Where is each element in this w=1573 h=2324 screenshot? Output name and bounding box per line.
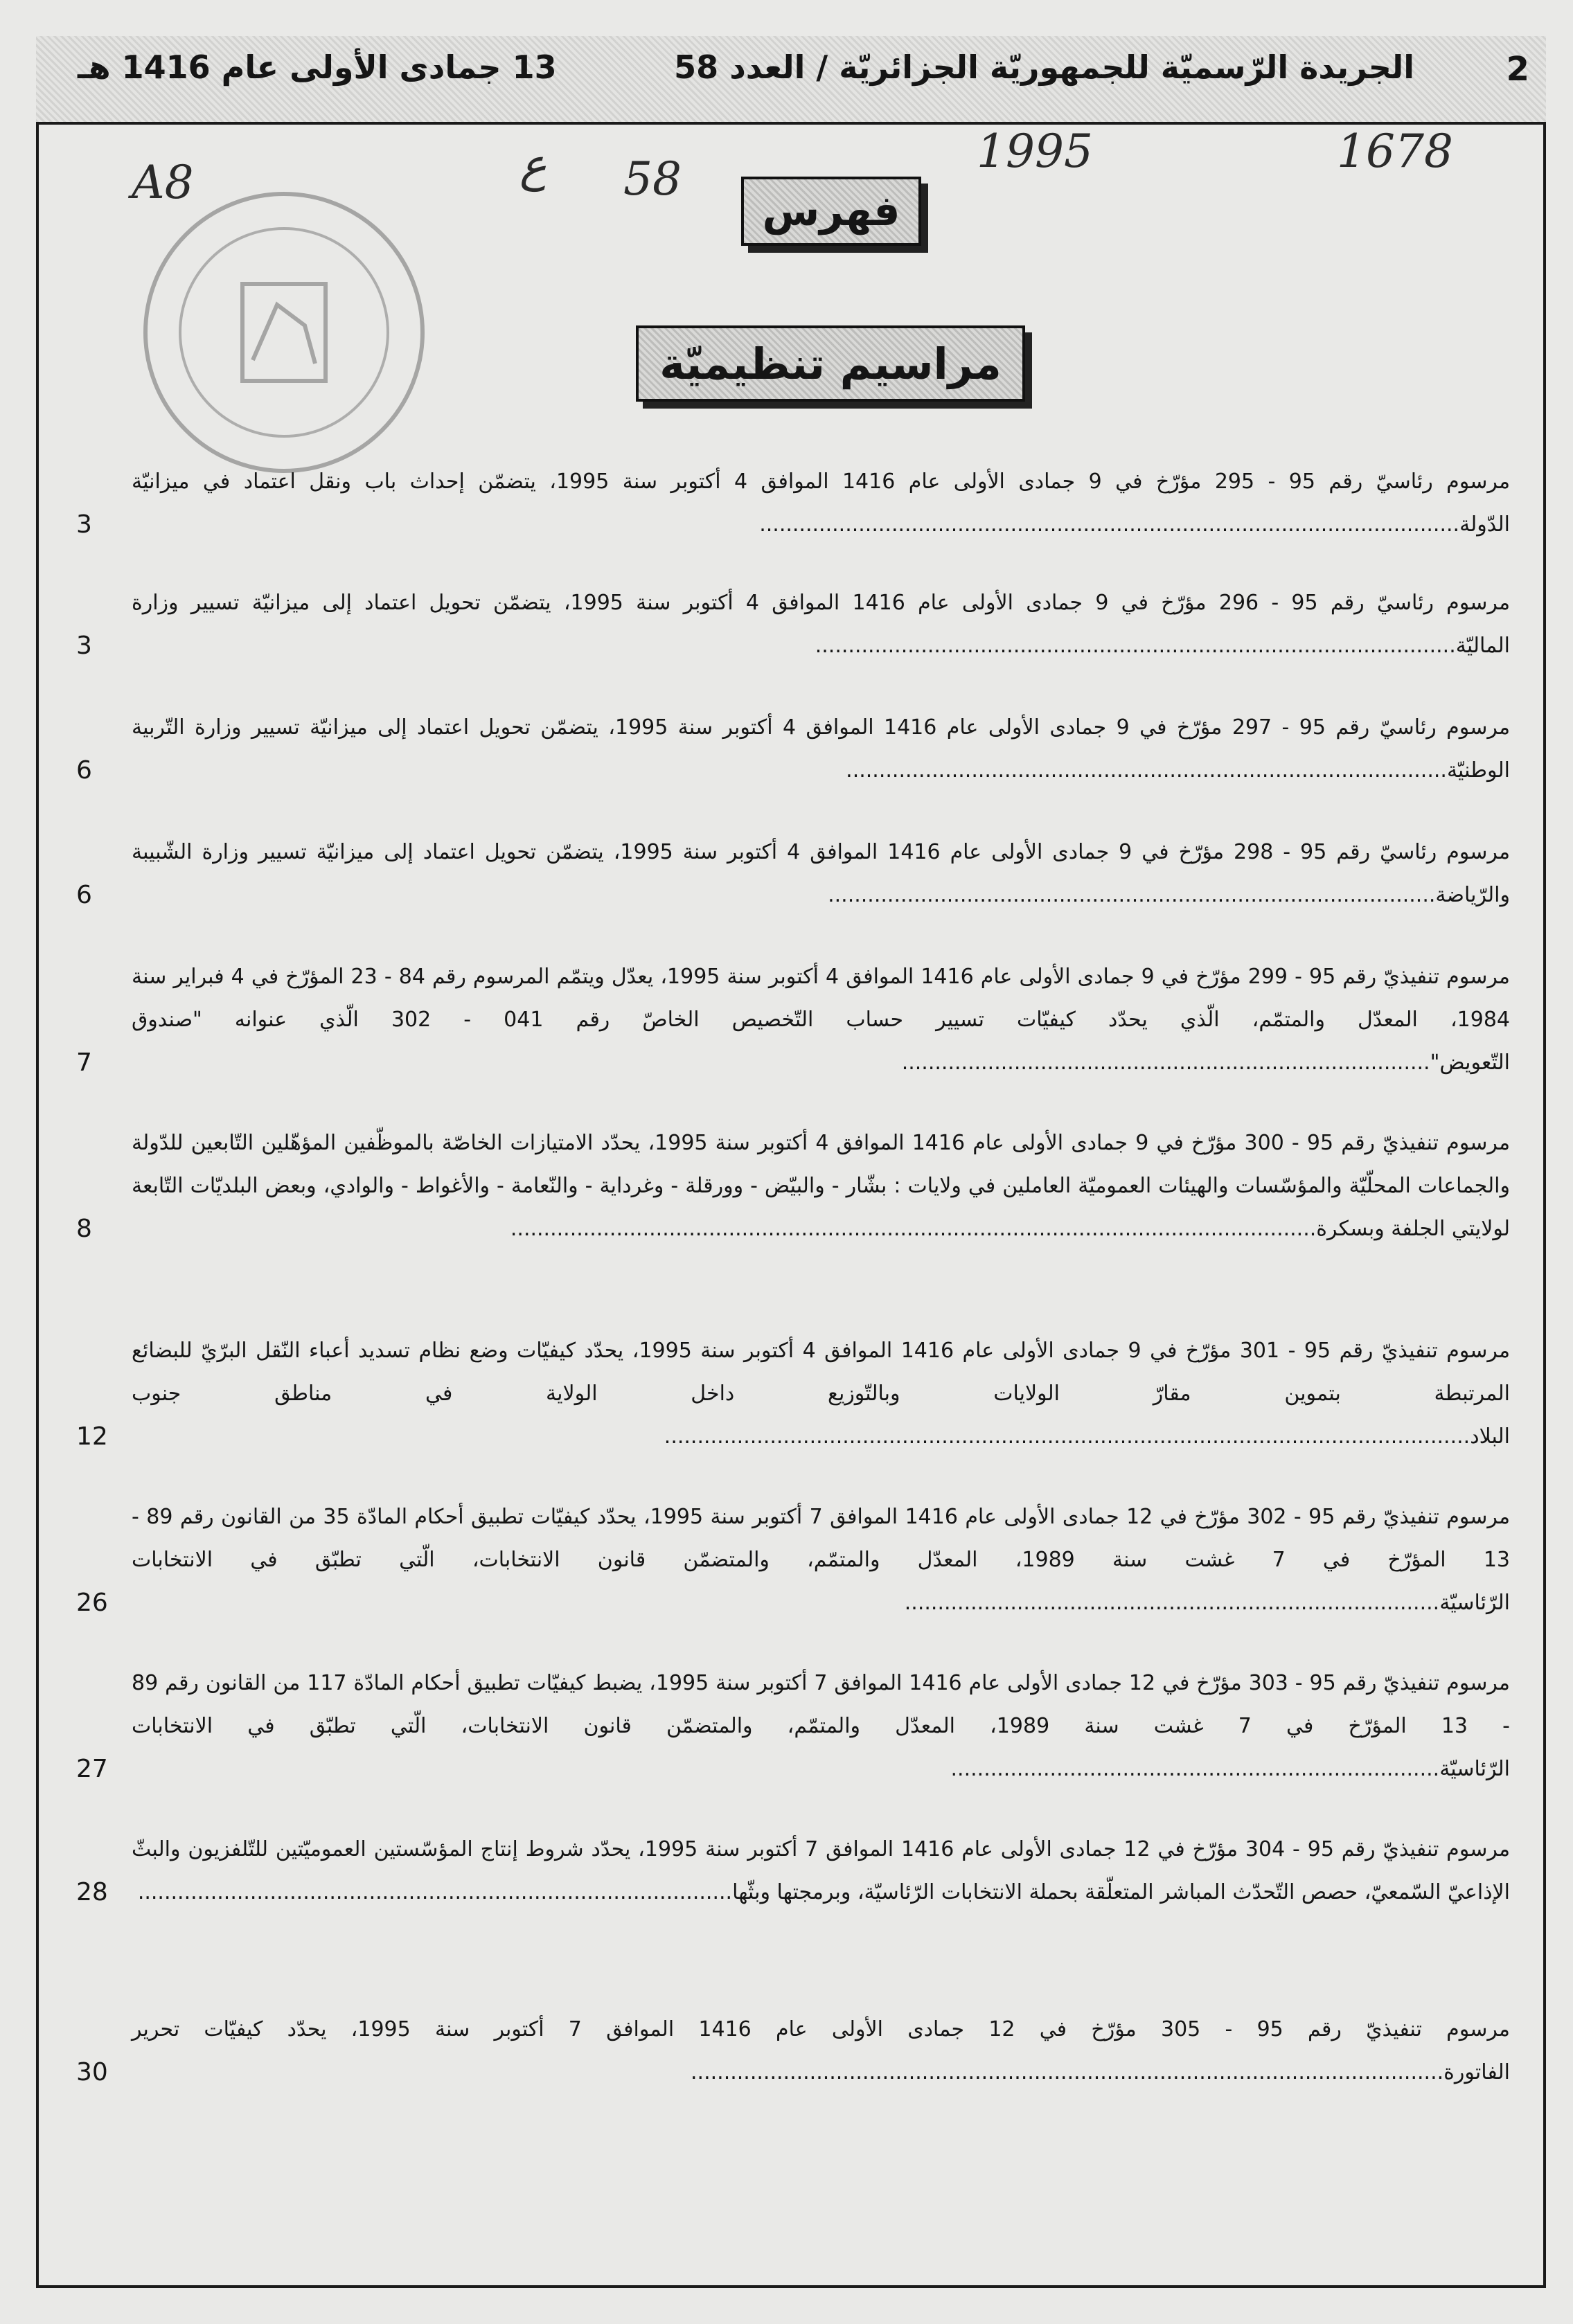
index-entry[interactable] [76,831,1510,917]
index-entry[interactable] [76,1122,1510,1251]
entry-text: مرسوم تنفيذيّ رقم 95 - 303 مؤرّخ في 12 جمادى الأولى عام 1416 الموافق 7 أكتوبر سنة 1995، يضبط كيفيّات تطبيق أحكام المادّة 117 من القانون رقم 89 - 13 المؤرّخ في 7 غشت سنة 1989، المعدّل والمتمّم، والمتضمّن قانون الانتخابات، الّتي تطبّق في الانتخابات الرّئاسيّة [132,1671,1510,1781]
entry-page-number: 27 [76,1755,108,1783]
index-entry[interactable] [76,461,1510,546]
leader-dots: ................................................................................. [904,1591,1440,1615]
leader-dots: ................................................................................ [901,1051,1430,1075]
leader-dots: .......................................................................................................................... [510,1217,1317,1241]
entry-text: مرسوم تنفيذيّ رقم 95 - 305 مؤرّخ في 12 جمادى الأولى عام 1416 الموافق 7 أكتوبر سنة 1995، يحدّد كيفيّات تحرير الفاتورة [132,2017,1510,2084]
index-entry[interactable] [76,1496,1510,1625]
index-entry[interactable] [76,706,1510,792]
leader-dots: .......................................................................................................................... [664,1424,1470,1449]
entry-text: مرسوم تنفيذيّ رقم 95 - 302 مؤرّخ في 12 جمادى الأولى عام 1416 الموافق 7 أكتوبر سنة 1995، يحدّد كيفيّات تطبيق أحكام المادّة 35 من القانون رقم 89 - 13 المؤرّخ في 7 غشت سنة 1989، المعدّل والمتمّم، والمتضمّن قانون الانتخابات، الّتي تطبّق في الانتخابات الرّئاسيّة [132,1505,1511,1615]
header-title: الجريدة الرّسميّة للجمهوريّة الجزائريّة / العدد 58 [674,48,1414,86]
entry-page-number: 6 [76,881,92,909]
index-entry[interactable] [76,956,1510,1084]
index-entry[interactable] [76,1828,1510,1914]
handwritten-note: 1995 [977,125,1093,178]
entry-text: مرسوم تنفيذيّ رقم 95 - 299 مؤرّخ في 9 جمادى الأولى عام 1416 الموافق 4 أكتوبر سنة 1995، يعدّل ويتمّم المرسوم رقم 84 - 23 المؤرّخ في 4 فبراير سنة 1984، المعدّل والمتمّم، الّذي يحدّد كيفيّات تسيير حساب التّخصيص الخاصّ رقم 041 - 302 الّذي عنوانه "صندوق التّعويض" [132,965,1510,1075]
entry-page-number: 7 [76,1048,92,1077]
leader-dots: ............................................................................................ [828,883,1436,907]
faded-stamp-icon [139,187,429,478]
leader-dots: .......................................................................................................... [759,512,1460,537]
index-entry[interactable] [76,1662,1510,1791]
entry-text: مرسوم رئاسيّ رقم 95 - 295 مؤرّخ في 9 جمادى الأولى عام 1416 الموافق 4 أكتوبر سنة 1995، يتضمّن إحداث باب ونقل اعتماد في ميزانيّة الدّولة [132,470,1511,537]
handwritten-note: ع [519,138,547,192]
entry-text: مرسوم تنفيذيّ رقم 95 - 301 مؤرّخ في 9 جمادى الأولى عام 1416 الموافق 4 أكتوبر سنة 1995، يحدّد كيفيّات وضع نظام تسديد أعباء النّقل البرّيّ للبضائع المرتبطة بتموين مقارّ الولايات وبالتّوزيع داخل الولاية في مناطق جنوب البلاد [132,1339,1511,1449]
entry-page-number: 26 [76,1589,108,1617]
handwritten-note: A8 [132,156,194,209]
entry-text: مرسوم رئاسيّ رقم 95 - 298 مؤرّخ في 9 جمادى الأولى عام 1416 الموافق 4 أكتوبر سنة 1995، يتضمّن تحويل اعتماد إلى ميزانيّة تسيير وزارة الشّبيبة والرّياضة [132,840,1511,907]
entry-page-number: 30 [76,2058,108,2086]
entry-text: مرسوم رئاسيّ رقم 95 - 296 مؤرّخ في 9 جمادى الأولى عام 1416 الموافق 4 أكتوبر سنة 1995، يتضمّن تحويل اعتماد إلى ميزانيّة تسيير وزارة الماليّة [132,591,1511,658]
entry-text: مرسوم رئاسيّ رقم 95 - 297 مؤرّخ في 9 جمادى الأولى عام 1416 الموافق 4 أكتوبر سنة 1995، يتضمّن تحويل اعتماد إلى ميزانيّة تسيير وزارة التّربية الوطنيّة [132,715,1511,783]
index-entry[interactable] [76,2008,1510,2094]
entry-page-number: 8 [76,1215,92,1243]
header-date: 13 جمادى الأولى عام 1416 هـ [78,48,557,86]
leader-dots: ................................................................................................. [815,634,1456,658]
handwritten-note: 58 [623,152,682,206]
entry-text: مرسوم تنفيذيّ رقم 95 - 304 مؤرّخ في 12 جمادى الأولى عام 1416 الموافق 7 أكتوبر سنة 1995، يحدّد شروط إنتاج المؤسّستين العموميّتين للتّلفزيون والبثّ الإذاعيّ السّمعيّ، حصص التّحدّث المباشر المتعلّقة بحملة الانتخابات الرّئاسيّة، وبرمجتها وبثّها [132,1837,1511,1904]
leader-dots: ........................................................................................... [846,758,1447,783]
header-page-number: 2 [1506,50,1529,89]
entry-page-number: 6 [76,756,92,785]
handwritten-note: 1678 [1337,125,1453,178]
section-title: مراسيم تنظيميّة [636,325,1025,402]
leader-dots: .......................................................................... [950,1757,1440,1781]
index-title: فهرس [741,177,921,246]
leader-dots: .......................................................................................... [137,1880,733,1904]
entry-page-number: 12 [76,1422,108,1451]
entry-page-number: 28 [76,1878,108,1906]
entry-page-number: 3 [76,510,92,539]
entry-text: مرسوم تنفيذيّ رقم 95 - 300 مؤرّخ في 9 جمادى الأولى عام 1416 الموافق 4 أكتوبر سنة 1995، يحدّد الامتيازات الخاصّة بالموظّفين المؤهّلين التّابعين للدّولة والجماعات المحلّيّة والمؤسّسات والهيئات العموميّة العاملين في ولايات : بشّار - والبيّض - وورقلة - وغرداية - والنّعامة - والأغواط - والوادي، وبعض البلديّات التّابعة لولايتي الجلفة وبسكرة [132,1131,1511,1241]
index-entry[interactable] [76,582,1510,668]
entry-page-number: 3 [76,632,92,660]
leader-dots: .................................................................................................................. [691,2060,1444,2084]
gazette-header [36,36,1546,125]
index-entry[interactable] [76,1330,1510,1458]
